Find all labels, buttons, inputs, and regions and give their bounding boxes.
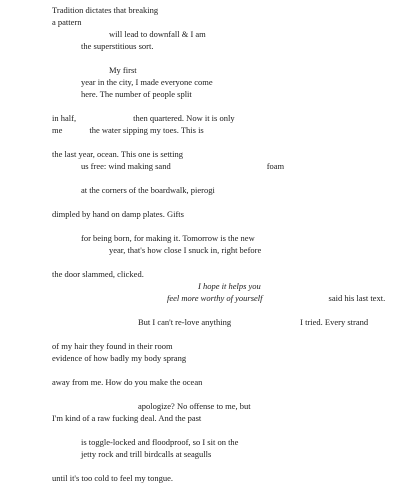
poem-fragment: I tried. Every strand bbox=[300, 317, 369, 327]
poem-fragment: the water sipping my toes. This is bbox=[89, 125, 204, 135]
poem-line bbox=[52, 124, 204, 136]
poem-line: the last year, ocean. This one is setting bbox=[52, 149, 183, 159]
poem-line: the door slammed, clicked. bbox=[52, 269, 144, 279]
poem-line: until it's too cold to feel my tongue. bbox=[52, 473, 173, 483]
poem-fragment: in half, bbox=[52, 113, 77, 123]
poem-line bbox=[138, 316, 368, 328]
poem-fragment: us free: wind making sand bbox=[81, 161, 171, 171]
poem-fragment-italic: feel more worthy of yourself bbox=[167, 293, 263, 303]
poem-line-italic: I hope it helps you bbox=[198, 281, 261, 291]
poem-line: dimpled by hand on damp plates. Gifts bbox=[52, 209, 184, 219]
poem-line: the superstitious sort. bbox=[81, 41, 154, 51]
poem-fragment: foam bbox=[266, 161, 285, 171]
poem-fragment: said his last text. bbox=[328, 293, 386, 303]
poem-line: I'm kind of a raw fucking deal. And the past bbox=[52, 413, 202, 423]
poem-line: year, that's how close I snuck in, right before bbox=[109, 245, 262, 255]
poem-line: year in the city, I made everyone come bbox=[81, 77, 213, 87]
poem-fragment: then quartered. Now it is only bbox=[133, 113, 235, 123]
poem-line: here. The number of people split bbox=[81, 89, 192, 99]
poem-line: away from me. How do you make the ocean bbox=[52, 377, 203, 387]
poem-line bbox=[167, 292, 385, 304]
poem-line: Tradition dictates that breaking bbox=[52, 5, 159, 15]
poem-fragment: But I can't re-love anything bbox=[138, 317, 232, 327]
poem-line bbox=[81, 160, 284, 172]
poem-line: will lead to downfall & I am bbox=[109, 29, 206, 39]
poem-line: a pattern bbox=[52, 17, 82, 27]
poem-line: at the corners of the boardwalk, pierogi bbox=[81, 185, 215, 195]
poem-line: of my hair they found in their room bbox=[52, 341, 173, 351]
poem-line bbox=[52, 112, 235, 124]
poem-line: for being born, for making it. Tomorrow is the new bbox=[81, 233, 255, 243]
poem-line: My first bbox=[109, 65, 137, 75]
poem-line: evidence of how badly my body sprang bbox=[52, 353, 187, 363]
poem-fragment: me bbox=[52, 125, 63, 135]
poem-line: jetty rock and trill birdcalls at seagulls bbox=[81, 449, 212, 459]
poem-line: apologize? No offense to me, but bbox=[138, 401, 251, 411]
poem-line: is toggle-locked and floodproof, so I sit on the bbox=[81, 437, 239, 447]
